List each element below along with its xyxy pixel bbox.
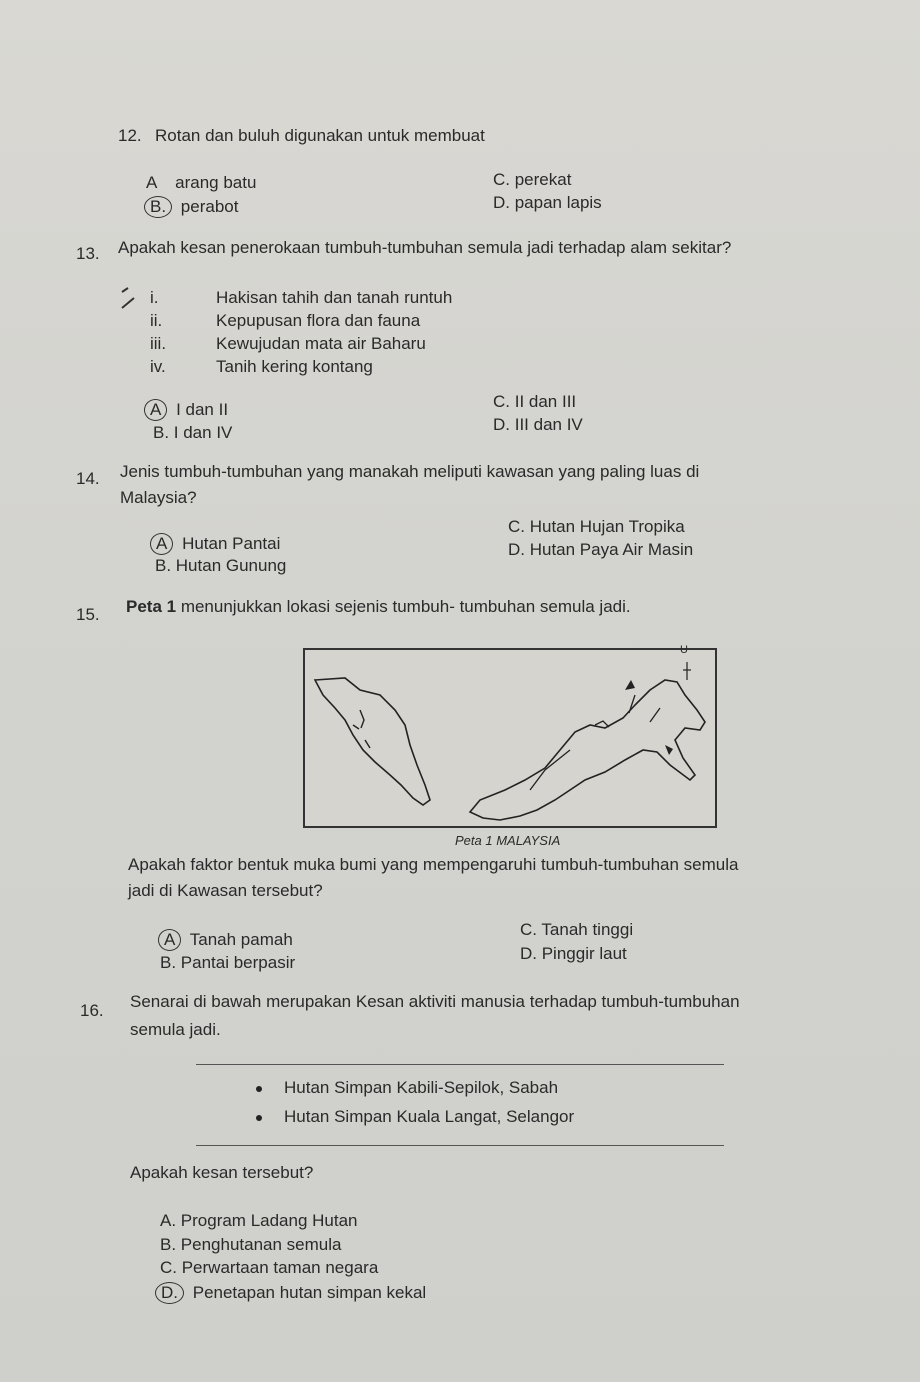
north-label: U: [680, 644, 688, 656]
q13-option-a[interactable]: [144, 399, 228, 421]
q12-number: 12.: [118, 126, 142, 145]
q14-number: 14.: [76, 469, 100, 488]
q15-text: [126, 597, 631, 617]
q12-option-a[interactable]: [146, 173, 256, 193]
q16-option-b[interactable]: B. Penghutanan semula: [160, 1235, 342, 1254]
q12-text: Rotan dan buluh digunakan untuk membuat: [155, 126, 485, 145]
q14-option-a-label: Hutan Pantai: [182, 534, 281, 553]
q13-option-c[interactable]: C. II dan III: [493, 392, 577, 411]
q16-list-box: [196, 1064, 724, 1146]
q15-option-d[interactable]: D. Pinggir laut: [520, 944, 627, 963]
q13-statement-roman: iii.: [150, 334, 167, 353]
malaysia-map-drawing: [305, 650, 715, 826]
q16-list-item-text: Hutan Simpan Kabili-Sepilok, Sabah: [284, 1078, 559, 1097]
q15-option-b[interactable]: B. Pantai berpasir: [160, 953, 296, 972]
q14-text-line2: Malaysia?: [120, 488, 197, 507]
q13-statement-text: Kewujudan mata air Baharu: [216, 334, 426, 353]
q14-text-line1: Jenis tumbuh-tumbuhan yang manakah meliputi kawasan yang paling luas di: [120, 462, 700, 481]
q12-option-a-letter: A: [146, 173, 157, 192]
malaysia-map: [303, 644, 717, 828]
q16-option-c[interactable]: C. Perwartaan taman negara: [160, 1258, 379, 1277]
bullet-icon: [256, 1115, 262, 1121]
q15-text-rest: menunjukkan lokasi sejenis tumbuh- tumbuhan semula jadi.: [176, 597, 631, 616]
q16-option-d-label: Penetapan hutan simpan kekal: [192, 1283, 427, 1302]
q14-option-b[interactable]: B. Hutan Gunung: [155, 556, 287, 575]
q16-text-line2: semula jadi.: [130, 1020, 221, 1039]
q13-statement-roman: iv.: [150, 357, 166, 376]
q15-text-bold: Peta 1: [126, 597, 177, 616]
q16-list-item: [256, 1078, 558, 1098]
q15-option-a-label: Tanah pamah: [189, 930, 293, 949]
map-caption: Peta 1 MALAYSIA: [455, 833, 561, 848]
q13-number: 13.: [76, 244, 100, 263]
q12-option-b-label: perabot: [180, 197, 239, 216]
q12-option-b-letter: B.: [144, 196, 172, 218]
q16-option-a[interactable]: A. Program Ladang Hutan: [160, 1211, 358, 1230]
bullet-icon: [256, 1086, 262, 1092]
q13-option-b[interactable]: B. I dan IV: [153, 423, 233, 442]
q16-ask: Apakah kesan tersebut?: [130, 1163, 314, 1182]
q13-text: Apakah kesan penerokaan tumbuh-tumbuhan semula jadi terhadap alam sekitar?: [118, 238, 732, 257]
q14-option-c[interactable]: C. Hutan Hujan Tropika: [508, 517, 685, 536]
q13-option-d[interactable]: D. III dan IV: [493, 415, 583, 434]
q12-option-d[interactable]: D. papan lapis: [493, 193, 602, 212]
q15-ask-line2: jadi di Kawasan tersebut?: [128, 881, 323, 900]
q13-option-a-letter: A: [144, 399, 167, 421]
q13-option-a-label: I dan II: [176, 400, 229, 419]
q13-statement-roman: ii.: [150, 311, 163, 330]
q14-option-a[interactable]: [150, 533, 280, 555]
checkmark-icon: [118, 286, 138, 310]
q15-number: 15.: [76, 605, 100, 624]
q16-text-line1: Senarai di bawah merupakan Kesan aktiviti manusia terhadap tumbuh-tumbuhan: [130, 992, 740, 1011]
q12-option-b[interactable]: [144, 196, 238, 218]
q14-option-a-letter: A: [150, 533, 173, 555]
q16-number: 16.: [80, 1001, 104, 1020]
q15-ask-line1: Apakah faktor bentuk muka bumi yang mempengaruhi tumbuh-tumbuhan semula: [128, 855, 739, 874]
q12-option-c[interactable]: C. perekat: [493, 170, 572, 189]
q16-option-d[interactable]: [155, 1282, 426, 1304]
q14-option-d[interactable]: D. Hutan Paya Air Masin: [508, 540, 694, 559]
q15-option-a[interactable]: [158, 929, 293, 951]
q13-statement-roman: i.: [150, 288, 159, 307]
q13-statement-text: Tanih kering kontang: [216, 357, 373, 376]
q16-list-item: [256, 1107, 574, 1127]
q15-option-a-letter: A: [158, 929, 181, 951]
q12-option-a-label: arang batu: [175, 173, 257, 192]
q13-statement-text: Kepupusan flora dan fauna: [216, 311, 421, 330]
q15-option-c[interactable]: C. Tanah tinggi: [520, 920, 634, 939]
q16-option-d-letter: D.: [155, 1282, 184, 1304]
q16-list-item-text: Hutan Simpan Kuala Langat, Selangor: [284, 1107, 575, 1126]
q13-statement-text: Hakisan tahih dan tanah runtuh: [216, 288, 453, 307]
